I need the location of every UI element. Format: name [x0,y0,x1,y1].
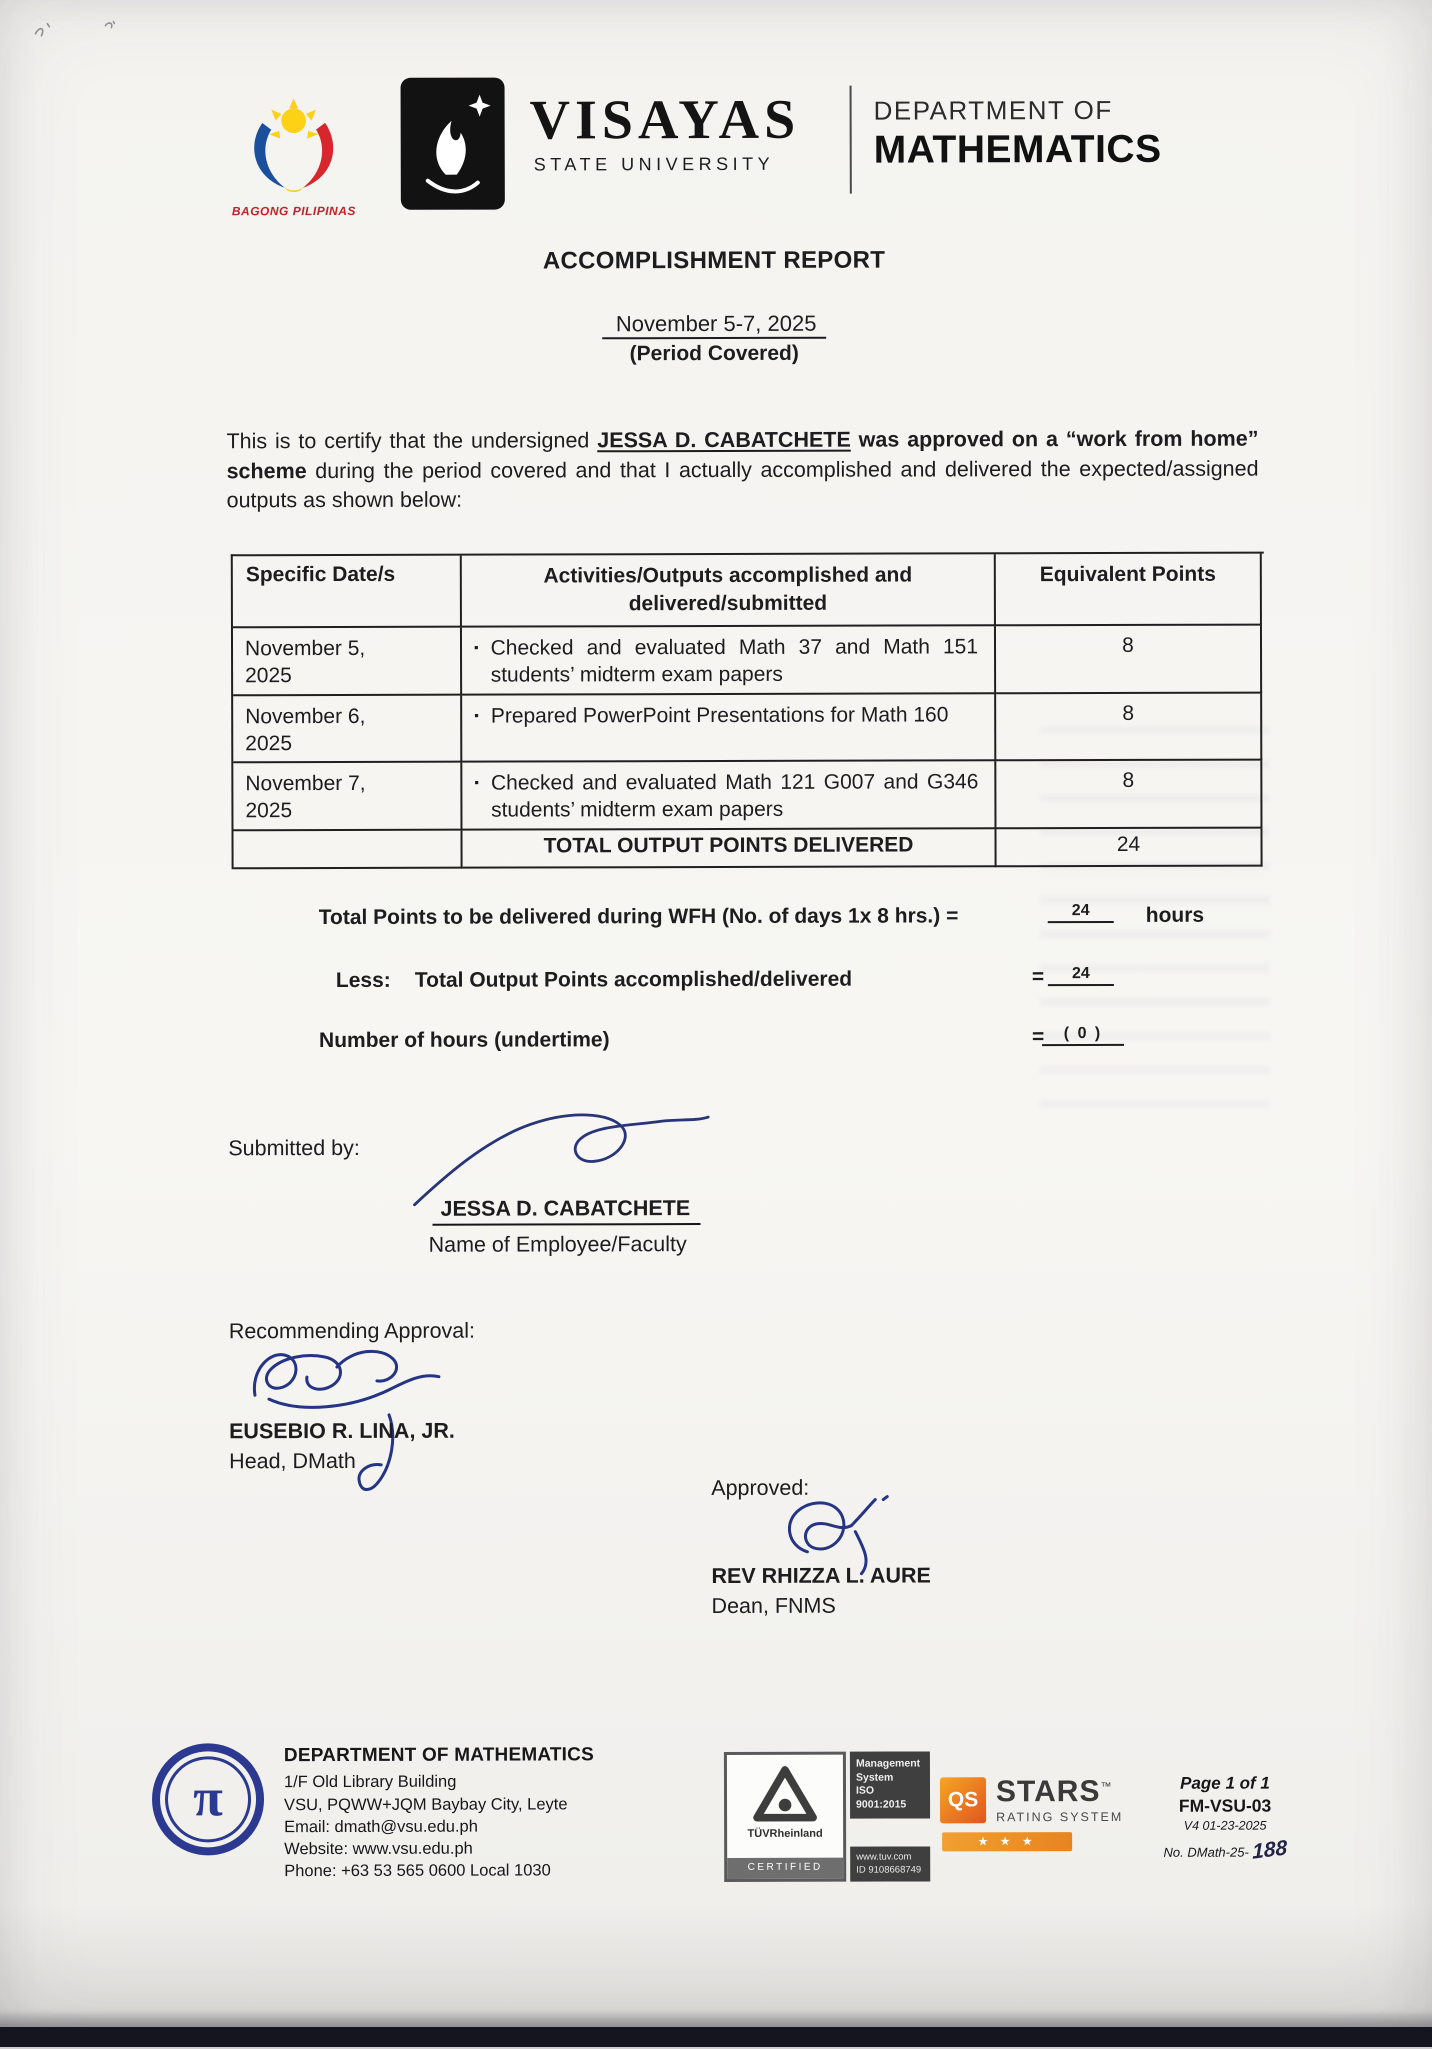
cell-activity: ▪ Checked and evaluated Math 121 G007 and G346 students’ midterm exam papers [462,761,996,830]
math-department-logo [152,1743,264,1855]
tuv-management-label: Management System ISO 9001:2015 [850,1751,930,1818]
table-row [233,761,1264,831]
head-name: EUSEBIO R. LINA, JR. [229,1418,455,1444]
pen-mark-artifact [31,16,121,46]
qs-stars-band: ★ ★ ★ [942,1832,1072,1851]
trademark-symbol: ™ [1100,1780,1113,1793]
employee-title: Name of Employee/Faculty [428,1232,687,1257]
less-text: Total Output Points accomplished/delivered [414,967,853,992]
wfh-points-label: Total Points to be delivered during WFH (No. of days 1x 8 hrs.) = [318,904,959,930]
vsu-seal-icon [400,77,506,211]
form-version: V4 01-23-2025 [1183,1818,1267,1833]
bullet-icon: ▪ [474,774,479,790]
col-header-points: Equivalent Points [996,554,1262,627]
cell-activity: ▪ Prepared PowerPoint Presentations for Math 160 [462,694,996,763]
less-value: 24 [1048,965,1114,986]
dean-name: REV RHIZZA L. AURE [711,1563,931,1589]
qs-rating-label: RATING SYSTEM [996,1809,1124,1825]
table-total-row [233,828,1264,869]
page-number: Page 1 of 1 [1180,1773,1270,1793]
bullet-icon: ▪ [473,639,479,655]
recommending-approval-label: Recommending Approval: [228,1318,476,1344]
department-line1: DEPARTMENT OF [873,94,1113,126]
employee-name: JESSA D. CABATCHETE [432,1196,700,1226]
tuv-id-label: www.tuv.com ID 9108668749 [850,1847,930,1882]
page-title: ACCOMPLISHMENT REPORT [542,246,886,275]
bagong-pilipinas-logo [230,89,358,218]
tuv-certification-mark [724,1751,930,1882]
accomplishment-table [231,552,1265,869]
wfh-points-value: 24 [1048,902,1114,923]
cell-points: 8 [996,761,1262,829]
tuv-brand-label: TÜVRheinland [747,1827,823,1840]
dean-title: Dean, FNMS [711,1593,836,1619]
submitted-by-label: Submitted by: [228,1135,360,1161]
approved-label: Approved: [711,1475,810,1501]
footer-phone: Phone: +63 53 565 0600 Local 1030 [284,1861,551,1881]
cell-date: November 6, 2025 [233,695,462,763]
footer-website: Website: www.vsu.edu.ph [284,1839,473,1858]
less-equals: = [1031,965,1045,989]
tuv-logo-square [724,1752,846,1882]
handwritten-number: 188 [1251,1836,1287,1864]
table-row [233,693,1264,763]
form-control-block [1145,1773,1305,1862]
intro-text-1: This is to certify that the undersigned [226,428,598,454]
undertime-equals: = [1032,1025,1045,1049]
col-header-activities: Activities/Outputs accomplished and delivered/submitted [462,554,996,627]
cell-points: 8 [996,693,1262,761]
tuv-info-column [850,1751,930,1881]
cell-date: November 5, 2025 [233,628,462,696]
certification-paragraph [226,425,1258,517]
table-header-row [233,554,1264,629]
cell-date: November 7, 2025 [233,763,462,831]
cell-empty [233,830,462,869]
tuv-triangle-icon [750,1763,820,1825]
undertime-value: ( 0 ) [1042,1025,1124,1046]
cell-activity: ▪ Checked and evaluated Math 37 and Math 151 students’ midterm exam papers [462,626,996,695]
scan-edge-shadow [0,2011,1432,2027]
qs-logo-icon: QS [940,1777,986,1823]
wfh-points-unit: hours [1145,903,1205,927]
undertime-label: Number of hours (undertime) [319,1028,610,1053]
total-label: TOTAL OUTPUT POINTS DELIVERED [462,829,996,868]
intro-text-2: during the period covered and that I actually accomplished and delivered the expected/assigned outputs as shown below: [226,456,1259,513]
intro-text-bold: was approved on a “work from home” scheme [226,426,1259,483]
department-line2: MATHEMATICS [873,127,1162,172]
period-covered-label: (Period Covered) [629,341,799,366]
footer-address-2: VSU, PQWW+JQM Baybay City, Leyte [284,1794,568,1814]
pi-icon: π [193,1767,223,1828]
tuv-certified-label: CERTIFIED [727,1858,843,1879]
col-header-dates: Specific Date/s [233,556,462,629]
form-code: FM-VSU-03 [1178,1795,1272,1816]
employee-name-inline: JESSA D. CABATCHETE [597,427,851,453]
less-label: Less: [335,968,391,992]
head-title: Head, DMath [229,1448,356,1474]
scan-edge-bar [0,2027,1432,2047]
total-points: 24 [996,828,1262,867]
footer-address-1: 1/F Old Library Building [283,1773,457,1792]
footer-email: Email: dmath@vsu.edu.ph [284,1817,478,1836]
department-wordmark [874,95,1162,173]
qs-stars-mark [940,1774,1130,1851]
bullet-icon: ▪ [474,707,479,723]
university-wordmark [529,88,801,176]
university-name: VISAYAS [529,88,801,152]
cell-points: 8 [996,626,1262,694]
table-row [233,626,1264,696]
university-subname: STATE UNIVERSITY [533,153,775,175]
period-covered-date: November 5-7, 2025 [0,309,1430,339]
qs-stars-wordmark: STARS™ [995,1774,1113,1809]
department-contact-block [284,1742,594,1882]
footer-department-name: DEPARTMENT OF MATHEMATICS [283,1744,594,1767]
bagong-pilipinas-icon [238,89,350,197]
header-divider [850,86,852,194]
document-number: No. DMath-25- 188 [1163,1836,1287,1864]
bagong-pilipinas-caption: BAGONG PILIPINAS [231,203,356,219]
